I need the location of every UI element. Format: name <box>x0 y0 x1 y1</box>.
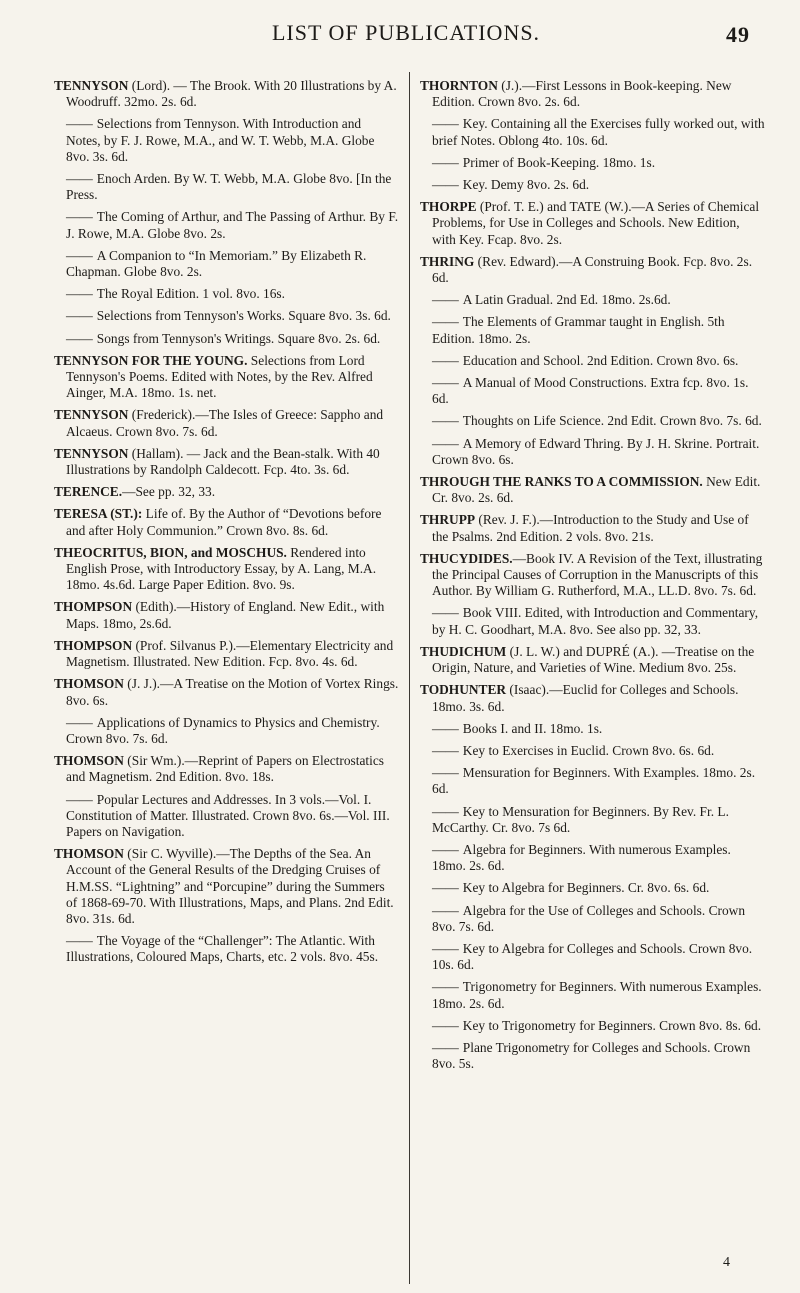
catalogue-entry <box>54 676 399 708</box>
entry-text: Enoch Arden. By W. T. Webb, M.A. Globe 8vo. [In the Press. <box>66 171 392 203</box>
ditto-dash: —— <box>432 902 459 918</box>
entry-heading: THOMPSON <box>54 599 133 615</box>
entry-text: Life of. By the Author of “Devotions before and after Holy Communion.” Crown 8vo. 8s. 6d. <box>66 506 382 538</box>
entry-text: Key to Algebra for Colleges and Schools. Crown 8vo. 10s. 6d. <box>432 940 753 973</box>
catalogue-sub-entry <box>420 314 765 346</box>
ditto-dash: —— <box>66 286 93 302</box>
catalogue-sub-entry <box>420 436 765 468</box>
catalogue-sub-entry <box>54 286 399 302</box>
entry-text: (J.).—First Lessons in Book-keeping. New Edition. Crown 8vo. 2s. 6d. <box>432 78 732 110</box>
ditto-dash: —— <box>432 880 459 896</box>
catalogue-sub-entry <box>420 743 765 759</box>
entry-heading: TENNYSON <box>54 78 129 93</box>
catalogue-entry <box>54 506 399 538</box>
ditto-dash: —— <box>66 330 93 346</box>
catalogue-entry <box>420 199 765 248</box>
entry-text: A Latin Gradual. 2nd Ed. 18mo. 2s.6d. <box>462 292 671 308</box>
catalogue-sub-entry <box>420 605 765 637</box>
catalogue-sub-entry <box>420 842 765 874</box>
entry-text: Popular Lectures and Addresses. In 3 vols.—Vol. I. Constitution of Matter. Illustrated. Crown 8vo. 6s.—Vol. III. Papers on Navigation. <box>66 791 390 839</box>
ditto-dash: —— <box>66 791 93 807</box>
ditto-dash: —— <box>66 247 93 263</box>
ditto-dash: —— <box>432 940 459 956</box>
entry-text: Key. Containing all the Exercises fully worked out, with brief Notes. Oblong 4to. 10s. 6d. <box>432 116 765 148</box>
entry-text: Education and School. 2nd Edition. Crown 8vo. 6s. <box>462 352 739 368</box>
catalogue-entry <box>420 512 765 544</box>
catalogue-sub-entry <box>54 171 399 203</box>
entry-text: (Hallam). — Jack and the Bean-stalk. With 40 Illustrations by Randolph Caldecott. Fcp. 4to. 3s. 6d. <box>66 445 380 478</box>
ditto-dash: —— <box>432 154 459 170</box>
catalogue-entry <box>420 644 765 676</box>
entry-heading: THOMSON <box>54 753 124 769</box>
ditto-dash: —— <box>432 742 459 758</box>
entry-text: Algebra for Beginners. With numerous Examples. 18mo. 2s. 6d. <box>432 841 731 874</box>
catalogue-entry <box>54 484 399 500</box>
entry-heading: THUCYDIDES. <box>420 550 513 566</box>
entry-text: Plane Trigonometry for Colleges and Schools. Crown 8vo. 5s. <box>432 1039 751 1072</box>
entry-text: The Voyage of the “Challenger”: The Atlantic. With Illustrations, Coloured Maps, Charts, etc. 2 vols. 8vo. 45s. <box>66 933 379 965</box>
catalogue-entry <box>420 474 765 506</box>
ditto-dash: —— <box>66 209 93 225</box>
catalogue-sub-entry <box>420 804 765 836</box>
catalogue-sub-entry <box>420 903 765 935</box>
entry-text: Algebra for the Use of Colleges and Schools. Crown 8vo. 7s. 6d. <box>432 902 746 934</box>
ditto-dash: —— <box>66 116 93 132</box>
catalogue-entry <box>420 254 765 286</box>
catalogue-entry <box>420 551 765 600</box>
entry-text: (Prof. Silvanus P.).—Elementary Electricity and Magnetism. Illustrated. New Edition. Fcp. 8vo. 4s. 6d. <box>66 637 394 670</box>
ditto-dash: —— <box>432 413 459 429</box>
entry-text: Key to Mensuration for Beginners. By Rev. Fr. L. McCarthy. Cr. 8vo. 7s 6d. <box>432 803 729 835</box>
entry-text: Primer of Book-Keeping. 18mo. 1s. <box>462 154 656 170</box>
entry-text: Songs from Tennyson's Writings. Square 8vo. 2s. 6d. <box>96 330 381 346</box>
catalogue-entry <box>54 407 399 439</box>
entry-text: Mensuration for Beginners. With Examples. 18mo. 2s. 6d. <box>432 765 756 797</box>
entry-text: Key to Exercises in Euclid. Crown 8vo. 6s. 6d. <box>462 742 715 758</box>
left-column <box>54 78 399 972</box>
entry-text: A Manual of Mood Constructions. Extra fcp. 8vo. 1s. 6d. <box>432 375 749 407</box>
catalogue-sub-entry <box>420 292 765 308</box>
ditto-dash: —— <box>432 292 459 308</box>
catalogue-sub-entry <box>54 715 399 747</box>
entry-text: (Lord). — The Brook. With 20 Illustrations by A. Woodruff. 32mo. 2s. 6d. <box>66 78 397 110</box>
catalogue-entry <box>54 78 399 110</box>
ditto-dash: —— <box>432 1039 459 1055</box>
page-header <box>52 20 760 52</box>
catalogue-sub-entry <box>420 941 765 973</box>
catalogue-entry <box>54 846 399 927</box>
ditto-dash: —— <box>66 714 93 730</box>
ditto-dash: —— <box>66 933 93 949</box>
entry-text: The Elements of Grammar taught in English. 5th Edition. 18mo. 2s. <box>432 314 725 346</box>
catalogue-entry <box>54 353 399 402</box>
ditto-dash: —— <box>432 720 459 736</box>
entry-text: Key to Algebra for Beginners. Cr. 8vo. 6s. 6d. <box>462 880 710 896</box>
ditto-dash: —— <box>66 308 93 324</box>
catalogue-sub-entry <box>420 155 765 171</box>
catalogue-sub-entry <box>420 765 765 797</box>
entry-text: (Sir Wm.).—Reprint of Papers on Electrostatics and Magnetism. 2nd Edition. 8vo. 18s. <box>66 753 385 785</box>
entry-text: Thoughts on Life Science. 2nd Edit. Crown 8vo. 7s. 6d. <box>462 413 762 429</box>
right-column <box>420 78 765 1078</box>
entry-text: (Frederick).—The Isles of Greece: Sappho and Alcaeus. Crown 8vo. 7s. 6d. <box>66 407 384 439</box>
catalogue-entry <box>54 545 399 594</box>
entry-heading: TERENCE. <box>54 484 123 500</box>
ditto-dash: —— <box>432 803 459 819</box>
catalogue-sub-entry <box>420 1018 765 1034</box>
catalogue-sub-entry <box>54 209 399 241</box>
catalogue-sub-entry <box>54 248 399 280</box>
catalogue-sub-entry <box>420 1040 765 1072</box>
entry-heading: THORPE <box>420 199 477 215</box>
catalogue-entry <box>420 682 765 714</box>
catalogue-sub-entry <box>420 375 765 407</box>
entry-text: New Edit. Cr. 8vo. 2s. 6d. <box>432 474 761 506</box>
ditto-dash: —— <box>432 352 459 368</box>
column-divider <box>409 72 410 1284</box>
entry-text: A Memory of Edward Thring. By J. H. Skrine. Portrait. Crown 8vo. 6s. <box>432 435 760 467</box>
catalogue-sub-entry <box>54 116 399 165</box>
entry-text: Key. Demy 8vo. 2s. 6d. <box>462 177 590 193</box>
catalogue-entry <box>420 78 765 110</box>
entry-text: (Rev. Edward).—A Construing Book. Fcp. 8vo. 2s. 6d. <box>432 253 753 286</box>
entry-heading: TODHUNTER <box>420 682 507 698</box>
catalogue-sub-entry <box>420 880 765 896</box>
entry-heading: THOMPSON <box>54 637 133 653</box>
entry-text: (Edith).—History of England. New Edit., with Maps. 18mo, 2s.6d. <box>66 599 385 631</box>
entry-heading: TENNYSON <box>54 407 129 423</box>
signature-mark: 4 <box>723 1255 730 1270</box>
entry-heading: THRUPP <box>420 512 476 528</box>
ditto-dash: —— <box>432 177 459 193</box>
ditto-dash: —— <box>432 605 459 621</box>
ditto-dash: —— <box>432 979 459 995</box>
entry-text: (J. L. W.) and DUPRÉ (A.). —Treatise on the Origin, Nature, and Varieties of Wine. Medium 8vo. 25s. <box>432 643 755 676</box>
entry-text: Rendered into English Prose, with Introductory Essay, by A. Lang, M.A. 18mo. 4s.6d. Large Paper Edition. 8vo. 9s. <box>66 544 377 593</box>
entry-heading: THRING <box>420 253 475 269</box>
entry-text: Selections from Tennyson. With Introduction and Notes, by F. J. Rowe, M.A., and W. T. Webb, M.A. Globe 8vo. 3s. 6d. <box>66 116 375 164</box>
entry-heading: TENNYSON FOR THE YOUNG. <box>54 352 248 368</box>
entry-text: (Rev. J. F.).—Introduction to the Study and Use of the Psalms. 2nd Edition. 2 vols. 8vo. 21s. <box>432 512 749 544</box>
ditto-dash: —— <box>432 765 459 781</box>
catalogue-sub-entry <box>420 116 765 148</box>
entry-text: Books I. and II. 18mo. 1s. <box>462 720 603 736</box>
entry-text: (Sir C. Wyville).—The Depths of the Sea. An Account of the General Results of the Dredging Cruises of H.M.SS. “Lightning” and “Porcupine” during the Summers of 1868-69-70. With Illustrations, Maps, and Plans. 2nd Edit. 8vo. 31s. 6d. <box>66 846 394 926</box>
entry-text: (Isaac).—Euclid for Colleges and Schools. 18mo. 3s. 6d. <box>432 682 739 714</box>
entry-text: Trigonometry for Beginners. With numerous Examples. 18mo. 2s. 6d. <box>432 979 762 1011</box>
entry-text: Book VIII. Edited, with Introduction and Commentary, by H. C. Goodhart, M.A. 8vo. See also pp. 32, 33. <box>432 605 759 637</box>
catalogue-entry <box>54 753 399 785</box>
page-title: LIST OF PUBLICATIONS. <box>271 20 541 45</box>
catalogue-entry <box>54 446 399 478</box>
catalogue-sub-entry <box>420 353 765 369</box>
entry-heading: TERESA (ST.): <box>54 506 143 522</box>
entry-heading: THROUGH THE RANKS TO A COMMISSION. <box>420 474 703 490</box>
entry-heading: TENNYSON <box>54 445 129 461</box>
entry-text: Selections from Lord Tennyson's Poems. Edited with Notes, by the Rev. Alfred Ainger, M.A. 18mo. 1s. net. <box>66 352 373 401</box>
ditto-dash: —— <box>432 1017 459 1033</box>
catalogue-sub-entry <box>420 413 765 429</box>
ditto-dash: —— <box>432 841 459 857</box>
entry-text: A Companion to “In Memoriam.” By Elizabeth R. Chapman. Globe 8vo. 2s. <box>66 247 367 280</box>
entry-heading: THEOCRITUS, BION, and MOSCHUS. <box>54 544 287 560</box>
page-number: 49 <box>726 22 750 47</box>
catalogue-sub-entry <box>54 331 399 347</box>
entry-heading: THOMSON <box>54 676 124 692</box>
ditto-dash: —— <box>432 435 459 451</box>
ditto-dash: —— <box>432 314 459 330</box>
ditto-dash: —— <box>432 116 459 132</box>
catalogue-sub-entry <box>420 177 765 193</box>
entry-text: (Prof. T. E.) and TATE (W.).—A Series of Chemical Problems, for Use in Colleges and Schools. New Edition, with Key. Fcap. 8vo. 2s. <box>432 199 760 247</box>
catalogue-sub-entry <box>54 792 399 841</box>
catalogue-entry <box>54 638 399 670</box>
ditto-dash: —— <box>66 171 93 187</box>
entry-heading: THOMSON <box>54 846 124 862</box>
catalogue-sub-entry <box>420 721 765 737</box>
entry-text: The Coming of Arthur, and The Passing of Arthur. By F. J. Rowe, M.A. Globe 8vo. 2s. <box>66 209 399 241</box>
catalogue-entry <box>54 599 399 631</box>
catalogue-sub-entry <box>420 979 765 1011</box>
ditto-dash: —— <box>432 375 459 391</box>
entry-text: Selections from Tennyson's Works. Square 8vo. 3s. 6d. <box>96 308 391 324</box>
catalogue-sub-entry <box>54 308 399 324</box>
entry-text: —See pp. 32, 33. <box>122 484 216 500</box>
catalogue-sub-entry <box>54 933 399 965</box>
entry-text: (J. J.).—A Treatise on the Motion of Vortex Rings. 8vo. 6s. <box>66 676 399 708</box>
entry-text: Applications of Dynamics to Physics and Chemistry. Crown 8vo. 7s. 6d. <box>66 714 380 746</box>
entry-text: Key to Trigonometry for Beginners. Crown 8vo. 8s. 6d. <box>462 1017 762 1033</box>
entry-text: —Book IV. A Revision of the Text, illustrating the Principal Causes of Corruption in the Manuscripts of this Author. By William G. Rutherford, M.A., LL.D. 8vo. 7s. 6d. <box>432 550 763 599</box>
entry-heading: THORNTON <box>420 78 498 93</box>
entry-heading: THUDICHUM <box>420 643 507 659</box>
entry-text: The Royal Edition. 1 vol. 8vo. 16s. <box>96 286 285 302</box>
